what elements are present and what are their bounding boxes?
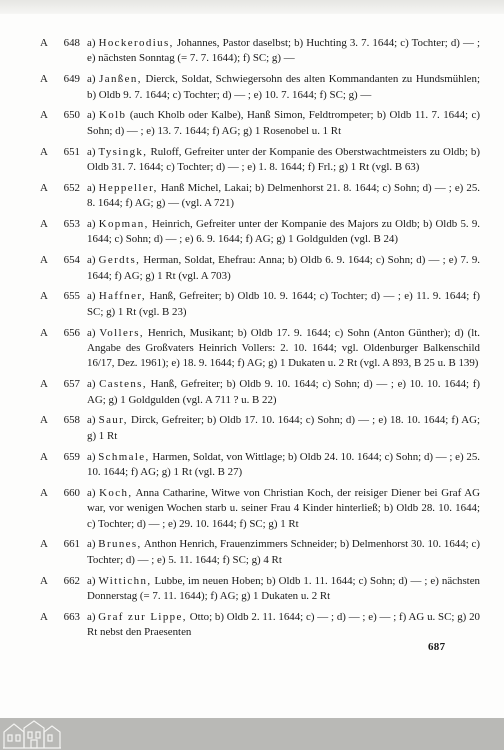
entry-list — [40, 36, 480, 646]
entry-text: Lubbe, im neuen Hoben; b) Oldb 1. 11. 1644; c) Sohn; d) — ; e) nächsten Donnerstag (= 7. 11. 1644); f) AG; g) 1 Dukaten u. 2 Rt — [87, 574, 480, 603]
entry-body: a) Kopman, Heinrich, Gefreiter unter der Kompanie des Majors zu Oldb; b) Oldb 5. 9. 1644; c) Sohn; d) — ; e) 6. 9. 1644; f) AG; g) 1 Goldgulden (vgl. B 24) — [87, 218, 481, 246]
entry-name: Gerdts, — [98, 254, 141, 267]
entry-text: Hanß, Gefreiter; b) Oldb 9. 10. 1644; c) Sohn; d) — ; e) 10. 10. 1644; f) AG; g) 1 Goldgulden (vgl. A 711 ? u. B 22) — [87, 378, 480, 406]
entry-text: Hanß, Gefreiter; b) Oldb 10. 9. 1644; c) Tochter; d) — ; e) 11. 9. 1644; f) SC; g) 1 Rt (vgl. B 23) — [87, 290, 480, 318]
entry-number: 657 — [63, 378, 80, 391]
entry-652 — [40, 181, 480, 212]
entry-number: 653 — [63, 218, 80, 231]
page-number: 687 — [428, 641, 446, 653]
entry-body: a) Hockerodius, Johannes, Pastor daselbst; b) Huchting 3. 7. 1644; c) Tochter; d) — ; e) nächsten Sonntag (= 7. 7. 1644); f) SC; g) — — [87, 37, 480, 65]
entry-series: A — [40, 486, 48, 499]
entry-series: A — [40, 450, 48, 463]
entry-number: 650 — [63, 109, 80, 122]
entry-name: Tysingk, — [98, 145, 148, 158]
entry-657 — [40, 377, 480, 408]
entry-series: A — [40, 73, 48, 86]
entry-body: a) Koch, Anna Catharine, Witwe von Christian Koch, der reisiger Diener bei Graf AG war, vor wenigen Wochen starb u. seiner Frau 4 Kinder hinterließ; b) Oldb 28. 10. 1644; c) Tochter; d) — ; e) 29. 10. 1644; f) SC; g) 1 Rt — [87, 486, 480, 530]
entry-number: 649 — [63, 73, 80, 86]
entry-body: a) Graf zur Lippe, Otto; b) Oldb 2. 11. 1644; c) — ; d) — ; e) — ; f) AG u. SC; g) 20 Rt nebst den Praesenten — [87, 610, 480, 639]
entry-number: 656 — [63, 326, 80, 339]
entry-number: 658 — [63, 414, 80, 427]
entry-number: 663 — [63, 610, 80, 623]
entry-649 — [40, 72, 480, 103]
entry-number: 659 — [63, 450, 80, 463]
footer-bar — [0, 718, 504, 750]
entry-662 — [40, 574, 480, 605]
entry-655 — [40, 289, 480, 320]
entry-body: a) Gerdts, Herman, Soldat, Ehefrau: Anna; b) Oldb 6. 9. 1644; c) Sohn; d) — ; e) 7. 9. 1644; f) AG; g) 1 Rt (vgl. A 703) — [87, 254, 480, 282]
entry-name: Koch, — [99, 486, 133, 499]
entry-series: A — [40, 145, 48, 158]
entry-663 — [40, 610, 480, 641]
entry-name: Schmale, — [98, 450, 150, 463]
entry-series: A — [40, 290, 48, 303]
entry-text: (auch Kholb oder Kalbe), Hanß Simon, Feldtrompeter; b) Oldb 11. 7. 1644; c) Sohn; d) — ; e) 13. 7. 1644; f) AG; g) 1 Rosenobel u. 1 Rt — [87, 109, 480, 137]
entry-name: Saur, — [98, 414, 128, 427]
entry-name: Graf zur Lippe, — [98, 610, 187, 623]
entry-660 — [40, 486, 480, 532]
entry-series: A — [40, 109, 48, 122]
entry-name: Castens, — [99, 378, 147, 391]
entry-name: Heppeller, — [98, 181, 158, 194]
entry-body: a) Saur, Dirck, Gefreiter; b) Oldb 17. 10. 1644; c) Sohn; d) — ; e) 18. 10. 1644; f) AG; g) 1 Rt — [87, 414, 480, 442]
entry-body: a) Castens, Hanß, Gefreiter; b) Oldb 9. 10. 1644; c) Sohn; d) — ; e) 10. 10. 1644; f) AG; g) 1 Goldgulden (vgl. A 711 ? u. B 22) — [87, 378, 480, 406]
entry-name: Kopman, — [98, 218, 149, 231]
entry-body: a) Schmale, Harmen, Soldat, von Wittlage; b) Oldb 24. 10. 1644; c) Sohn; d) — ; e) 25. 10. 1644; f) AG; g) 1 Rt (vgl. B 27) — [87, 450, 480, 479]
entry-659 — [40, 450, 480, 481]
entry-text: Herman, Soldat, Ehefrau: Anna; b) Oldb 6. 9. 1644; c) Sohn; d) — ; e) 7. 9. 1644; f) AG; g) 1 Rt (vgl. A 703) — [87, 254, 480, 282]
entry-661 — [40, 537, 480, 568]
entry-text: Johannes, Pastor daselbst; b) Huchting 3. 7. 1644; c) Tochter; d) — ; e) nächsten Sonntag (= 7. 7. 1644); f) SC; g) — — [87, 37, 480, 65]
entry-text: Henrich, Musikant; b) Oldb 17. 9. 1644; c) Sohn (Anton Günther); d) (lt. Angabe des Großvaters Heinrich Vollers: 2. 10. 1644; vgl. Oldenburger Balkenschild 16/17, Dez. 1961); e) 18. 9. 1644; f) AG; g) 1 Dukaten u. 2 Rt (vgl. A 893, B 25 u. B 139) — [87, 326, 480, 370]
entry-number: 661 — [63, 538, 80, 551]
entry-series: A — [40, 574, 48, 587]
entry-name: Haffner, — [98, 290, 147, 303]
entry-name: Hockerodius, — [98, 37, 174, 49]
entry-body: a) Janßen, Dierck, Soldat, Schwiegersohn des alten Kommandanten zu Hundsmühlen; b) Oldb 9. 7. 1644; c) Tochter; d) — ; e) 10. 7. 1644; f) SC; g) — — [87, 73, 480, 101]
entry-number: 648 — [63, 37, 80, 49]
entry-number: 655 — [63, 290, 80, 303]
entry-651 — [40, 145, 480, 176]
entry-series: A — [40, 414, 48, 427]
entry-name: Kolb — [98, 109, 127, 122]
entry-648 — [40, 36, 480, 67]
entry-653 — [40, 217, 480, 248]
entry-text: Anthon Henrich, Frauenzimmers Schneider; b) Delmenhorst 30. 10. 1644; c) Tochter; d) — ; e) 5. 11. 1644; f) SC; g) 4 Rt — [87, 538, 480, 566]
entry-series: A — [40, 378, 48, 391]
entry-650 — [40, 108, 480, 139]
entry-series: A — [40, 218, 48, 231]
entry-name: Vollers, — [99, 326, 144, 339]
scan-top-strip — [0, 0, 504, 14]
entry-654 — [40, 253, 480, 284]
entry-text: Heinrich, Gefreiter unter der Kompanie des Majors zu Oldb; b) Oldb 5. 9. 1644; c) Sohn; d) — ; e) 6. 9. 1644; f) AG; g) 1 Goldgulden (vgl. B 24) — [87, 218, 481, 246]
entry-body: a) Kolb (auch Kholb oder Kalbe), Hanß Simon, Feldtrompeter; b) Oldb 11. 7. 1644; c) Sohn; d) — ; e) 13. 7. 1644; f) AG; g) 1 Rosenobel u. 1 Rt — [87, 109, 480, 137]
entry-series: A — [40, 37, 48, 49]
entry-name: Janßen, — [99, 73, 142, 86]
entry-body: a) Haffner, Hanß, Gefreiter; b) Oldb 10. 9. 1644; c) Tochter; d) — ; e) 11. 9. 1644; f) SC; g) 1 Rt (vgl. B 23) — [87, 290, 480, 318]
entry-name: Wittichn, — [98, 574, 152, 587]
entry-series: A — [40, 326, 48, 339]
library-building-logo — [2, 718, 62, 750]
entry-text: Otto; b) Oldb 2. 11. 1644; c) — ; d) — ; e) — ; f) AG u. SC; g) 20 Rt nebst den Praesenten — [87, 610, 480, 639]
entry-656 — [40, 326, 480, 372]
entry-number: 660 — [63, 486, 80, 499]
entry-number: 662 — [63, 574, 80, 587]
entry-text: Harmen, Soldat, von Wittlage; b) Oldb 24. 10. 1644; c) Sohn; d) — ; e) 25. 10. 1644; f) AG; g) 1 Rt (vgl. B 27) — [87, 450, 480, 479]
entry-body: a) Wittichn, Lubbe, im neuen Hoben; b) Oldb 1. 11. 1644; c) Sohn; d) — ; e) nächsten Donnerstag (= 7. 11. 1644); f) AG; g) 1 Dukaten u. 2 Rt — [87, 574, 480, 603]
entry-658 — [40, 413, 480, 444]
entry-text: Ruloff, Gefreiter unter der Kompanie des Oberstwachtmeisters zu Oldb; b) Oldb 31. 7. 1644; c) Tochter; d) — ; e) 1. 8. 1644; f) Frl.; g) 1 Rt (vgl. B 63) — [87, 145, 480, 174]
entry-text: Dirck, Gefreiter; b) Oldb 17. 10. 1644; c) Sohn; d) — ; e) 18. 10. 1644; f) AG; g) 1 Rt — [87, 414, 480, 442]
entry-body: a) Tysingk, Ruloff, Gefreiter unter der Kompanie des Oberstwachtmeisters zu Oldb; b) Oldb 31. 7. 1644; c) Tochter; d) — ; e) 1. 8. 1644; f) Frl.; g) 1 Rt (vgl. B 63) — [87, 145, 480, 174]
entry-text: Hanß Michel, Lakai; b) Delmenhorst 21. 8. 1644; c) Sohn; d) — ; e) 25. 8. 1644; f) AG; g) — (vgl. A 721) — [87, 181, 480, 210]
entry-number: 651 — [63, 145, 80, 158]
entry-number: 654 — [63, 254, 80, 267]
entry-series: A — [40, 254, 48, 267]
entry-text: Anna Catharine, Witwe von Christian Koch, der reisiger Diener bei Graf AG war, vor wenigen Wochen starb u. seiner Frau 4 Kinder hinterließ; b) Oldb 28. 10. 1644; c) Tochter; d) — ; e) 29. 10. 1644; f) SC; g) 1 Rt — [87, 486, 480, 530]
entry-name: Brunes, — [98, 538, 142, 551]
entry-series: A — [40, 610, 48, 623]
entry-body: a) Heppeller, Hanß Michel, Lakai; b) Delmenhorst 21. 8. 1644; c) Sohn; d) — ; e) 25. 8. 1644; f) AG; g) — (vgl. A 721) — [87, 181, 480, 210]
entry-series: A — [40, 538, 48, 551]
entry-text: Dierck, Soldat, Schwiegersohn des alten Kommandanten zu Hundsmühlen; b) Oldb 9. 7. 1644; c) Tochter; d) — ; e) 10. 7. 1644; f) SC; g) — — [87, 73, 480, 101]
entry-series: A — [40, 181, 48, 194]
entry-body: a) Vollers, Henrich, Musikant; b) Oldb 17. 9. 1644; c) Sohn (Anton Günther); d) (lt. Angabe des Großvaters Heinrich Vollers: 2. 10. 1644; vgl. Oldenburger Balkenschild 16/17, Dez. 1961); e) 18. 9. 1644; f) AG; g) 1 Dukaten u. 2 Rt (vgl. A 893, B 25 u. B 139) — [87, 326, 480, 370]
entry-body: a) Brunes, Anthon Henrich, Frauenzimmers Schneider; b) Delmenhorst 30. 10. 1644; c) Tochter; d) — ; e) 5. 11. 1644; f) SC; g) 4 Rt — [87, 538, 480, 566]
entry-number: 652 — [63, 181, 80, 194]
